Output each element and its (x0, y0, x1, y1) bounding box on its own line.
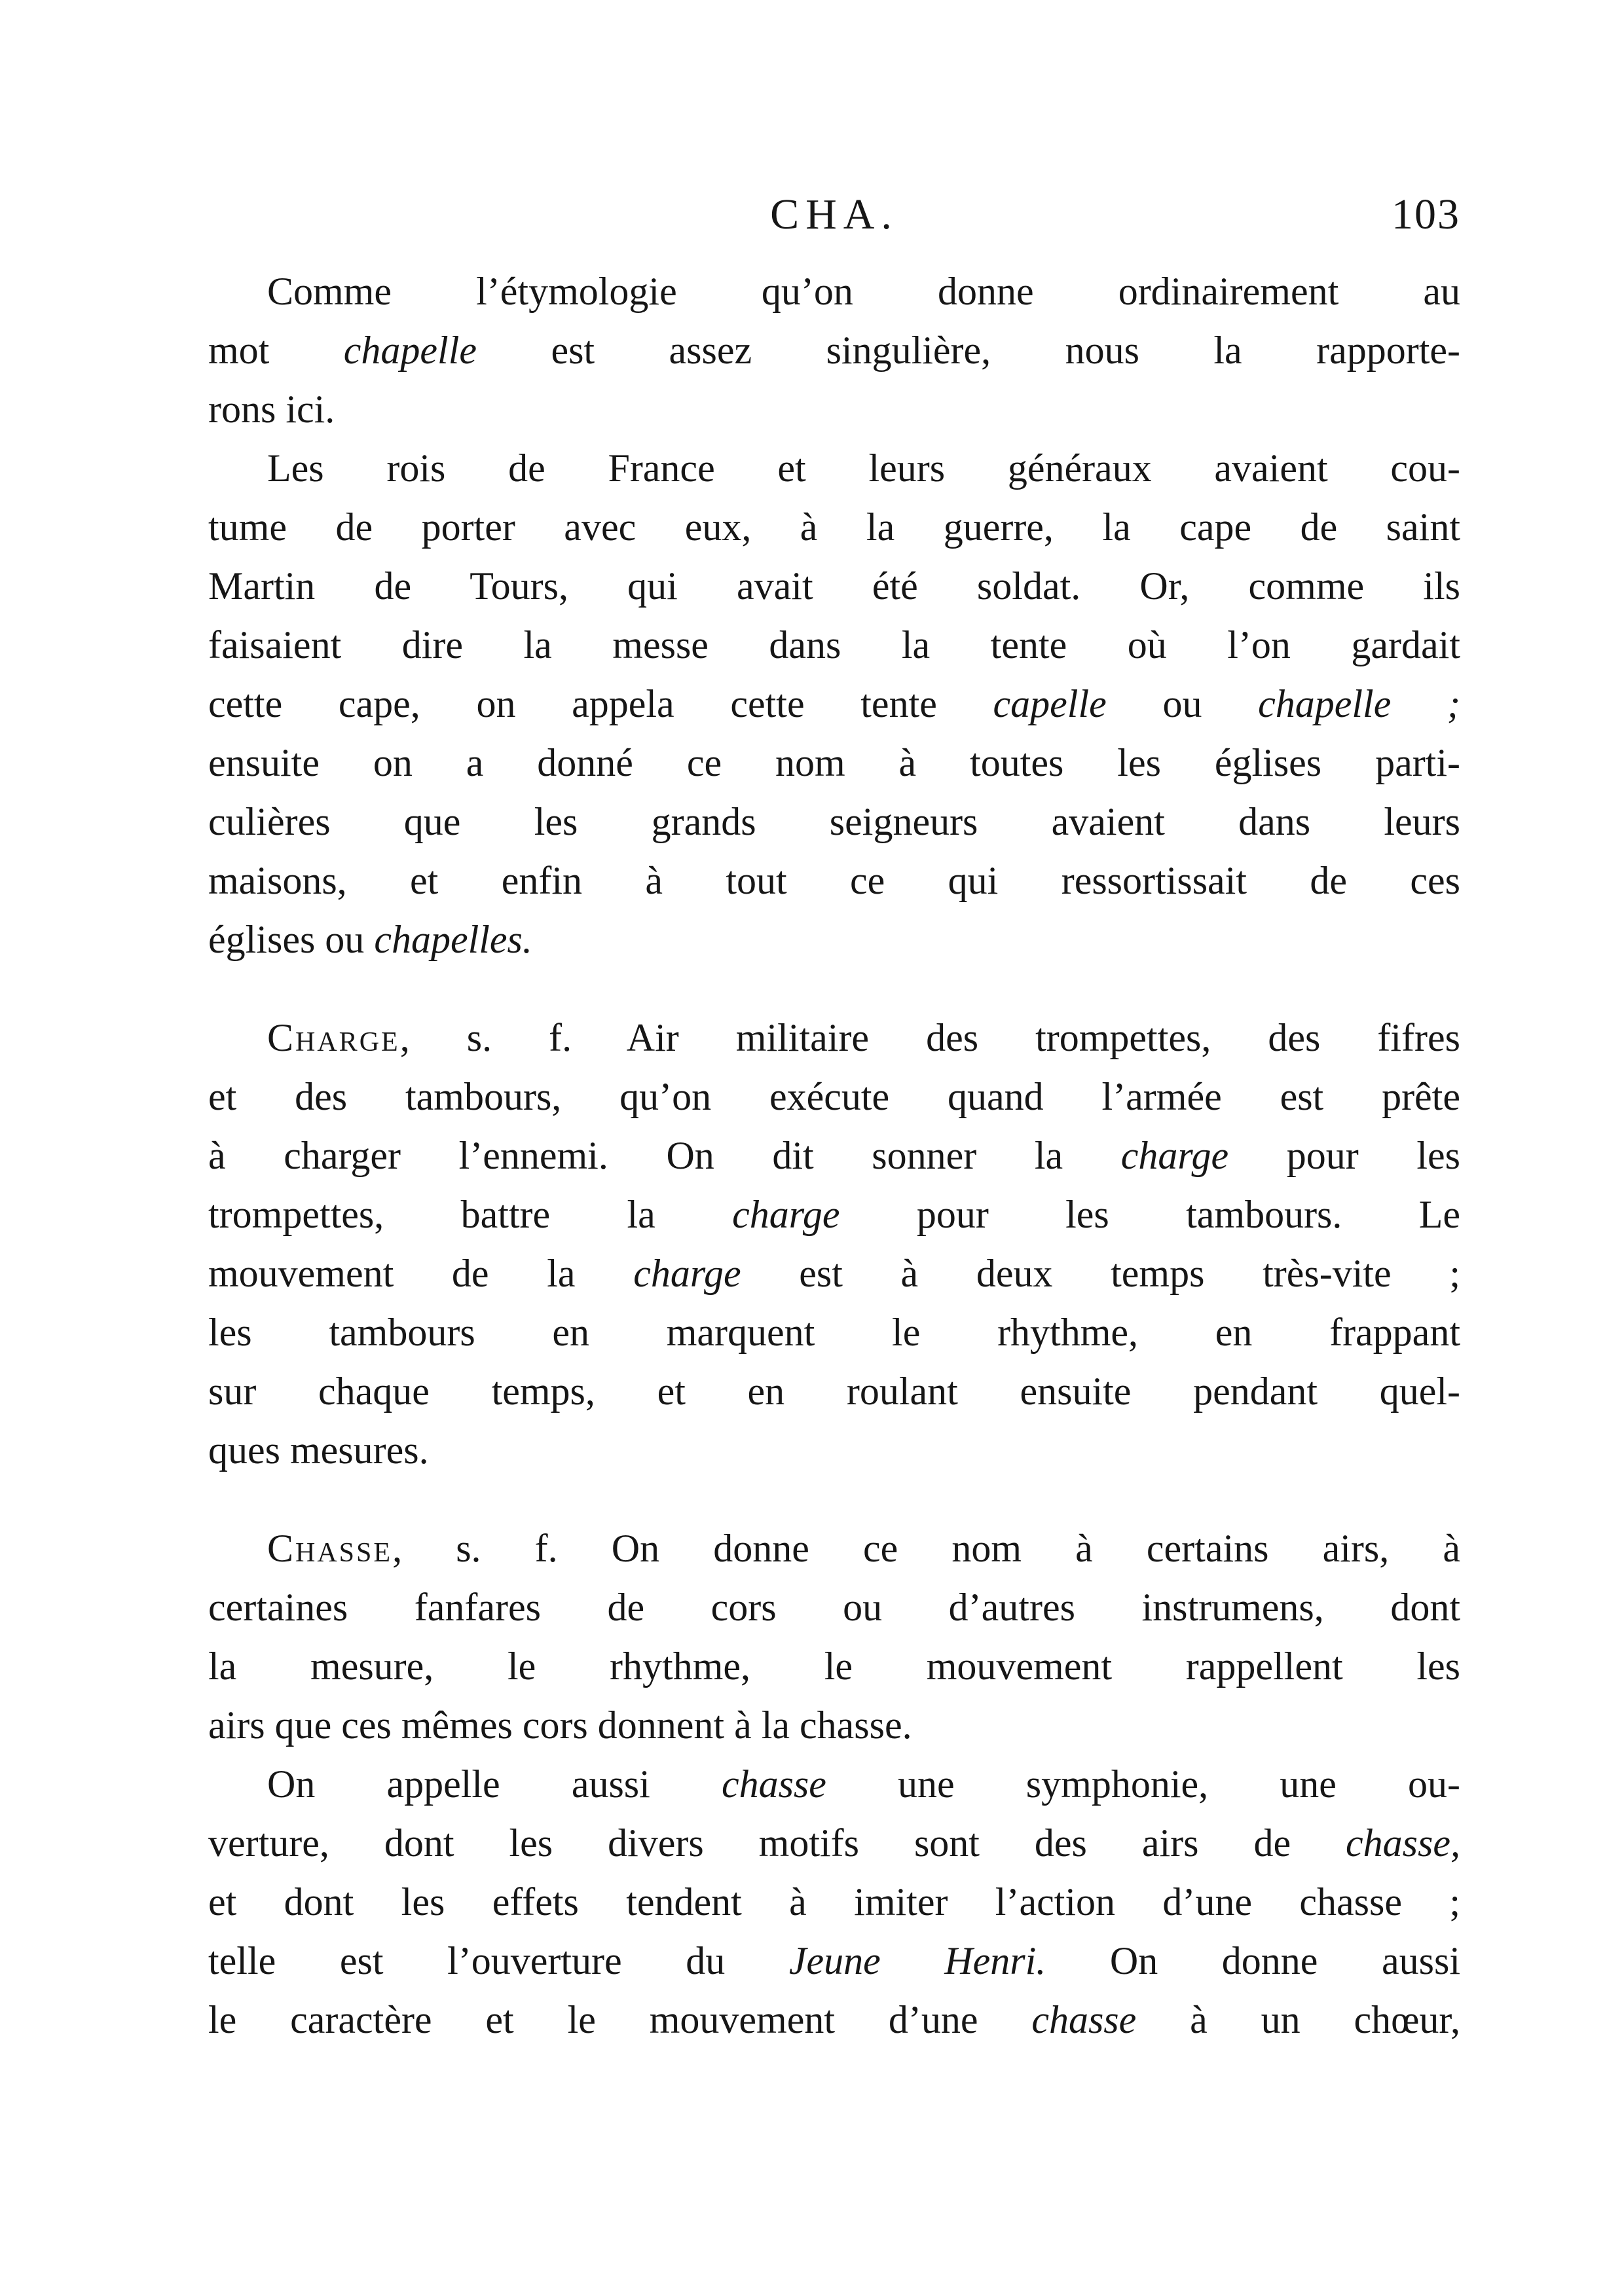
text-line (208, 1931, 1460, 1990)
text-run: églises ou (208, 918, 375, 961)
text-line: Les rois de France et leurs généraux avaient cou- (267, 446, 1460, 490)
text-run: à un chœur, (1136, 1998, 1461, 2041)
text-line: culières que les grands seigneurs avaient dans leurs (208, 800, 1460, 843)
italic-term: chasse (1031, 1998, 1137, 2041)
text-line: airs que ces mêmes cors donnent à la chasse. (208, 1704, 912, 1747)
text-line: ques mesures. (208, 1429, 429, 1472)
italic-term: Jeune Henri. (788, 1939, 1046, 1982)
text-line (208, 1008, 1460, 1067)
text-run: On donne aussi (1046, 1939, 1460, 1982)
italic-term: chapelle (343, 329, 477, 372)
text-run: trompettes, battre la (208, 1193, 733, 1236)
paragraph-chasse-symphony (208, 1755, 1460, 2049)
text-run: à charger l’ennemi. On dit sonner la (208, 1134, 1121, 1177)
text-line: maisons, et enfin à tout ce qui ressortissait de ces (208, 859, 1460, 902)
text-line (208, 1519, 1460, 1578)
entry-charge (208, 1008, 1460, 1480)
text-run: , s. f. On donne ce nom à certains airs, à (392, 1527, 1460, 1570)
text-run: , s. f. Air militaire des trompettes, des fifres (399, 1016, 1460, 1059)
running-title: CHA. (770, 191, 898, 238)
entry-chasse (208, 1519, 1460, 1755)
text-line: les tambours en marquent le rhythme, en frappant (208, 1311, 1460, 1354)
text-line (208, 1126, 1460, 1185)
body-text (208, 262, 1460, 2049)
text-run: est à deux temps très-vite ; (741, 1252, 1461, 1295)
text-line (208, 1990, 1460, 2049)
text-run: On appelle aussi (267, 1762, 722, 1806)
paragraph-chapelle-etymology (208, 262, 1460, 439)
text-run: le caractère et le mouvement d’une (208, 1998, 1032, 2041)
text-run: mouvement de la (208, 1252, 634, 1295)
text-run: une symphonie, une ou- (826, 1762, 1461, 1806)
text-line (208, 910, 1460, 969)
text-run: pour les (1228, 1134, 1460, 1177)
text-line (208, 1244, 1460, 1303)
text-line (208, 1185, 1460, 1244)
text-run: est assez singulière, nous la rapporte- (477, 329, 1460, 372)
italic-term: chapelle ; (1258, 682, 1461, 725)
italic-term: charge (732, 1193, 840, 1236)
text-line (208, 1755, 1460, 1813)
text-line (208, 1813, 1460, 1872)
text-line: Comme l’étymologie qu’on donne ordinairement au (267, 270, 1460, 313)
text-line: rons ici. (208, 388, 335, 431)
text-run: pour les tambours. Le (840, 1193, 1461, 1236)
text-line: ensuite on a donné ce nom à toutes les églises parti- (208, 741, 1460, 784)
running-head (208, 182, 1460, 247)
text-line: la mesure, le rhythme, le mouvement rappellent les (208, 1645, 1460, 1688)
italic-term: charge (633, 1252, 741, 1295)
italic-term: charge (1120, 1134, 1229, 1177)
text-line (208, 321, 1460, 380)
italic-term: chapelles. (374, 918, 532, 961)
text-line: Martin de Tours, qui avait été soldat. Or, comme ils (208, 564, 1460, 608)
text-run: cette cape, on appela cette tente (208, 682, 993, 725)
italic-term: capelle (993, 682, 1107, 725)
page-number: 103 (1392, 191, 1460, 238)
text-line: faisaient dire la messe dans la tente où l’on gardait (208, 623, 1460, 666)
text-run: ou (1106, 682, 1259, 725)
text-line: et dont les effets tendent à imiter l’action d’une chasse ; (208, 1880, 1460, 1923)
italic-term: chasse, (1346, 1821, 1460, 1865)
entry-headword: Charge (267, 1016, 400, 1059)
text-line: sur chaque temps, et en roulant ensuite pendant quel- (208, 1370, 1460, 1413)
text-run: mot (208, 329, 344, 372)
text-line: certaines fanfares de cors ou d’autres instrumens, dont (208, 1586, 1460, 1629)
text-run: telle est l’ouverture du (208, 1939, 789, 1982)
entry-headword: Chasse (267, 1527, 393, 1570)
paragraph-chapelle-history (208, 439, 1460, 969)
text-line (208, 674, 1460, 733)
italic-term: chasse (721, 1762, 826, 1806)
text-line: et des tambours, qu’on exécute quand l’armée est prête (208, 1075, 1460, 1118)
text-line: tume de porter avec eux, à la guerre, la cape de saint (208, 505, 1460, 549)
text-run: verture, dont les divers motifs sont des airs de (208, 1821, 1346, 1865)
